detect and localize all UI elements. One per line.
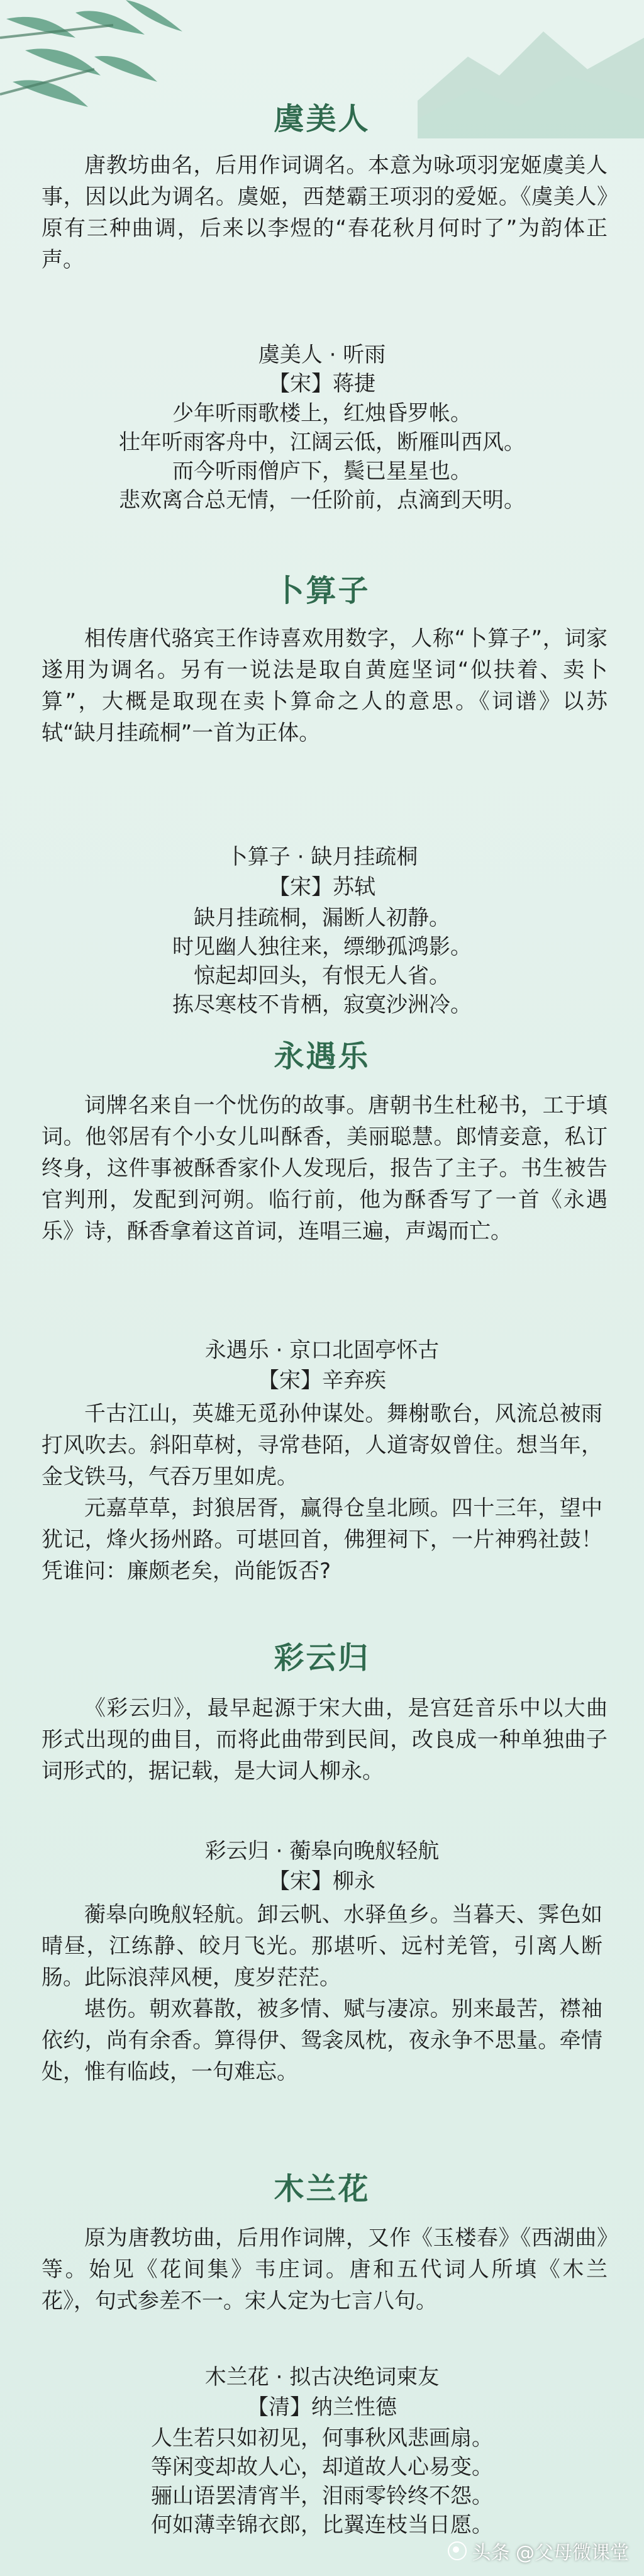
poem-title: 虞美人 · 听雨 (258, 342, 386, 367)
poem-line: 悲欢离合总无情，一任阶前，点滴到天明。 (119, 488, 525, 513)
poem-line: 等闲变却故人心，却道故人心易变。 (151, 2455, 493, 2480)
poem-line: 而今听雨僧庐下，鬓已星星也。 (172, 459, 472, 484)
poem-author: 【宋】柳永 (269, 1869, 375, 1894)
poem-body (0, 904, 644, 1019)
watermark (448, 2537, 629, 2565)
poem-stanza: 千古江山，英雄无觅孙仲谋处。舞榭歌台，风流总被雨打风吹去。斜阳草树，寻常巷陌，人道寄奴曾住。想当年，金戈铁马，气吞万里如虎。 (42, 1401, 602, 1489)
section-title-row (0, 566, 644, 610)
section-title: 卜算子 (274, 573, 370, 608)
poem-stanza: 蘅皋向晚舣轻航。卸云帆、水驿鱼乡。当暮天、霁色如晴昼，江练静、皎月飞光。那堪听、远村羌管，引离人断肠。此际浪萍风梗，度岁茫茫。 (42, 1902, 602, 1990)
section-title-row (0, 94, 644, 138)
poem-line: 骊山语罢清宵半，泪雨零铃终不怨。 (151, 2484, 493, 2509)
section-title: 虞美人 (274, 101, 370, 137)
poem-title: 卜算子 · 缺月挂疏桐 (226, 844, 418, 870)
poem-line: 何如薄幸锦衣郎，比翼连枝当日愿。 (151, 2512, 493, 2538)
section-title: 彩云归 (274, 1640, 370, 1676)
section-title-row (0, 2164, 644, 2208)
section-title-row (0, 1633, 644, 1677)
poem-author: 【宋】蒋捷 (269, 371, 375, 396)
poem-body (0, 2424, 644, 2540)
poem-body (0, 1899, 644, 2088)
poem-stanza: 元嘉草草，封狼居胥，赢得仓皇北顾。四十三年，望中犹记，烽火扬州路。可堪回首，佛狸祠下，一片神鸦社鼓！凭谁问：廉颇老矣，尚能饭否? (42, 1496, 602, 1584)
section-intro: 唐教坊曲名，后用作词调名。本意为咏项羽宠姬虞美人事，因以此为调名。虞姬，西楚霸王项羽的爱姬。《虞美人》原有三种曲调，后来以李煜的“春花秋月何时了”为韵体正声。 (42, 153, 608, 272)
section-intro: 《彩云归》，最早起源于宋大曲，是宫廷音乐中以大曲形式出现的曲目，而将此曲带到民间，改良成一种单独曲子词形式的，据记载，是大词人柳永。 (42, 1696, 608, 1784)
poem-line: 少年听雨歌楼上，红烛昏罗帐。 (172, 401, 472, 426)
poem-line: 时见幽人独往来，缥缈孤鸿影。 (172, 934, 472, 960)
poem-author: 【宋】辛弃疾 (258, 1368, 386, 1393)
section-title-row (0, 1032, 644, 1075)
section-intro: 相传唐代骆宾王作诗喜欢用数字，人称“卜算子”，词家遂用为调名。另有一说法是取自黄庭坚词“似扶着、卖卜算”，大概是取现在卖卜算命之人的意思。《词谱》以苏轼“缺月挂疏桐”一首为正体。 (42, 626, 608, 746)
poem-title: 永遇乐 · 京口北固亭怀古 (204, 1338, 440, 1363)
poem-line: 惊起却回头，有恨无人省。 (194, 963, 450, 988)
poem-line: 缺月挂疏桐，漏断人初静。 (194, 905, 450, 931)
section-title: 木兰花 (274, 2171, 370, 2207)
section-title: 永遇乐 (274, 1039, 370, 1074)
watermark-logo-icon (448, 2541, 467, 2560)
poem-title: 彩云归 · 蘅皋向晚舣轻航 (204, 1839, 440, 1864)
section-intro: 原为唐教坊曲，后用作词牌，又作《玉楼春》《西湖曲》等。始见《花间集》韦庄词。唐和五代词人所填《木兰花》，句式参差不一。宋人定为七言八句。 (42, 2226, 608, 2314)
poem-stanza: 堪伤。朝欢暮散，被多情、赋与凄凉。别来最苦，襟袖依约，尚有余香。算得伊、鸳衾凤枕，夜永争不思量。牵情处，惟有临歧，一句难忘。 (42, 1996, 602, 2085)
poem-author: 【宋】苏轼 (269, 875, 375, 900)
poem-line: 人生若只如初见，何事秋风悲画扇。 (151, 2426, 493, 2451)
section-intro: 词牌名来自一个忧伤的故事。唐朝书生杜秘书，工于填词。他邻居有个小女儿叫酥香，美丽聪慧。郎情妾意，私订终身，这件事被酥香家仆人发现后，报告了主子。书生被告官判刑，发配到河朔。临行前，他为酥香写了一首《永遇乐》诗，酥香拿着这首词，连唱三遍，声竭而亡。 (42, 1093, 608, 1244)
poem-body (0, 1398, 644, 1587)
poem-author: 【清】纳兰性德 (247, 2395, 397, 2420)
poem-title: 木兰花 · 拟古决绝词柬友 (204, 2365, 440, 2390)
poem-body (0, 399, 644, 515)
poem-line: 拣尽寒枝不肯栖，寂寞沙洲冷。 (172, 992, 472, 1017)
poem-line: 壮年听雨客舟中，江阔云低，断雁叫西风。 (119, 430, 525, 455)
watermark-text: 头条 @父母微课堂 (472, 2542, 629, 2564)
